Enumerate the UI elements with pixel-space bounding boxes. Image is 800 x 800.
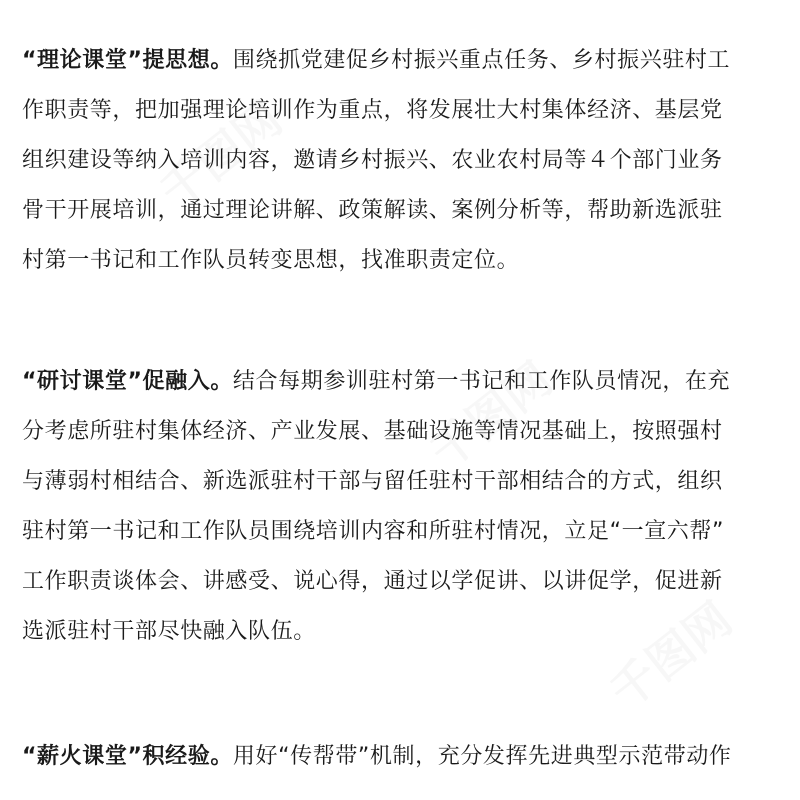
paragraph-text: 结合每期参训驻村第一书记和工作队员情况，在充 bbox=[232, 369, 731, 394]
watermark: 千图网 bbox=[599, 591, 742, 720]
paragraph-heading: “研讨课堂”促融入。 bbox=[22, 369, 233, 394]
paragraph-torch-classroom bbox=[22, 732, 782, 782]
paragraph-line bbox=[22, 732, 782, 782]
paragraph-line bbox=[22, 36, 782, 86]
paragraph-text: 用好“传帮带”机制，充分发挥先进典型示范带动作 bbox=[232, 744, 732, 769]
paragraph-line: 作职责等，把加强理论培训作为重点，将发展壮大村集体经济、基层党 bbox=[22, 98, 723, 123]
paragraph-line: 骨干开展培训，通过理论讲解、政策解读、案例分析等，帮助新选派驻 bbox=[22, 198, 723, 223]
paragraph-heading: “薪火课堂”积经验。 bbox=[22, 744, 233, 769]
paragraph-line: 驻村第一书记和工作队员围绕培训内容和所驻村情况，立足“一宣六帮” bbox=[22, 519, 724, 544]
paragraph-line: 组织建设等纳入培训内容，邀请乡村振兴、农业农村局等４个部门业务 bbox=[22, 148, 723, 173]
paragraph-text: 围绕抓党建促乡村振兴重点任务、乡村振兴驻村工 bbox=[232, 48, 731, 73]
paragraph-line: 村第一书记和工作队员转变思想，找准职责定位。 bbox=[22, 248, 520, 273]
watermark: 千图网 bbox=[149, 91, 292, 220]
watermark: 千图网 bbox=[419, 351, 562, 480]
paragraph-theory-classroom bbox=[22, 36, 782, 286]
paragraph-line: 分考虑所驻村集体经济、产业发展、基础设施等情况基础上，按照强村 bbox=[22, 419, 723, 444]
paragraph-line: 与薄弱村相结合、新选派驻村干部与留任驻村干部相结合的方式，组织 bbox=[22, 469, 723, 494]
paragraph-heading: “理论课堂”提思想。 bbox=[22, 48, 233, 73]
paragraph-line: 选派驻村干部尽快融入队伍。 bbox=[22, 619, 316, 644]
paragraph-discussion-classroom bbox=[22, 357, 782, 657]
paragraph-line bbox=[22, 357, 782, 407]
paragraph-line: 工作职责谈体会、讲感受、说心得，通过以学促讲、以讲促学，促进新 bbox=[22, 569, 723, 594]
